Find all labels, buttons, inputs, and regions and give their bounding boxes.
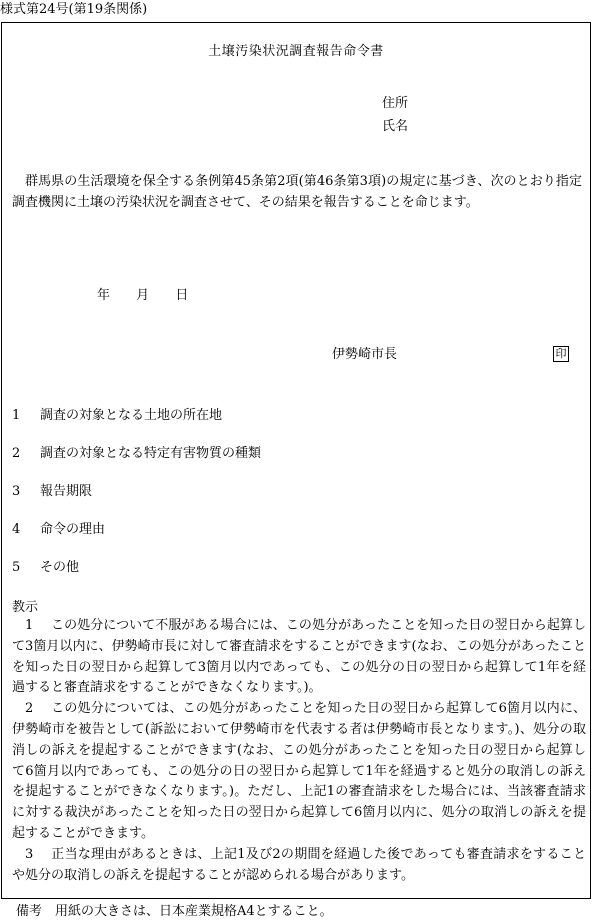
instruction-heading: 教示 xyxy=(12,600,39,615)
instruction-number: 1 xyxy=(25,618,34,633)
instruction-text: この処分について不服がある場合には、この処分があったことを知った日の翌日から起算して3箇月以内に、伊勢崎市長に対して審査請求をすることができます(なお、この処分があったことを知った日の翌日から起算して3箇月以内であっても、この処分の日の翌日から起算して1年を経過すると審査請求をすることができなくなります。)。 xyxy=(12,618,586,696)
item-label: 調査の対象となる土地の所在地 xyxy=(40,408,223,423)
instruction-number: 3 xyxy=(25,846,34,862)
remark-label: 備考 xyxy=(16,904,43,919)
instruction-item xyxy=(12,845,586,887)
item-other xyxy=(12,559,79,577)
item-location xyxy=(12,407,222,425)
item-label: 報告期限 xyxy=(40,484,93,499)
instruction-number: 2 xyxy=(25,701,34,717)
date-day-label: 日 xyxy=(175,288,189,303)
name-label: 氏名 xyxy=(382,119,409,134)
remark-line xyxy=(16,903,333,921)
issuer-name: 伊勢崎市長 xyxy=(332,347,398,362)
instruction-text: 正当な理由があるときは、上記1及び2の期間を経過した後であっても審査請求をすることや処分の取消しの訴えを提起することが認められる場合があります。 xyxy=(12,846,586,883)
document-title: 土壌汚染状況調査報告命令書 xyxy=(208,44,384,59)
order-body-text: 群馬県の生活環境を保全する条例第45条第2項(第46条第3項)の規定に基づき、次のとおり指定調査機関に土壌の汚染状況を調査させて、その結果を報告することを命じます。 xyxy=(12,174,582,210)
address-label: 住所 xyxy=(382,96,409,111)
item-label: 命令の理由 xyxy=(40,522,106,537)
date-month-label: 月 xyxy=(136,288,150,303)
item-number: 1 xyxy=(12,408,21,423)
item-reason xyxy=(12,521,105,539)
instruction-item xyxy=(12,699,586,845)
instruction-text: この処分については、この処分があったことを知った日の翌日から起算して6箇月以内に、伊勢崎市を被告として(訴訟において伊勢崎市を代表する者は伊勢崎市長となります。)、処分の取消しの訴えを提起することができます(なお、この処分があったことを知った日の翌日から起算して6箇月以内であっても、この処分の日の翌日から起算して1年を経過すると処分の取消しの訴えを提起することができなくなります。)。ただし、上記1の審査請求をした場合には、当該審査請求に対する裁決があったことを知った日の翌日から起算して6箇月以内に、処分の取消しの訴えを提起することができます。 xyxy=(12,701,586,841)
item-number: 2 xyxy=(12,446,21,461)
instruction-list xyxy=(12,616,586,886)
seal-mark: 印 xyxy=(553,346,569,362)
date-year-label: 年 xyxy=(97,288,111,303)
item-number: 3 xyxy=(12,484,21,499)
item-report-deadline xyxy=(12,483,92,501)
document-frame xyxy=(1,22,591,899)
instruction-item xyxy=(12,616,586,699)
item-label: 調査の対象となる特定有害物質の種類 xyxy=(40,446,262,461)
item-substance-type xyxy=(12,445,261,463)
remark-text: 用紙の大きさは、日本産業規格A4とすること。 xyxy=(55,904,333,919)
date-line xyxy=(97,287,210,305)
item-label: その他 xyxy=(40,560,80,575)
form-number: 様式第24号(第19条関係) xyxy=(0,2,148,17)
item-number: 5 xyxy=(12,560,21,575)
item-number: 4 xyxy=(12,522,21,537)
